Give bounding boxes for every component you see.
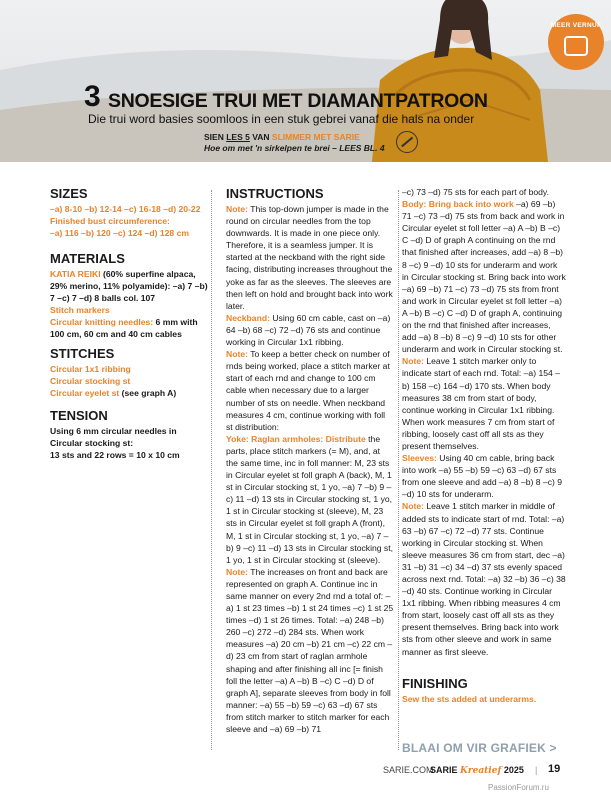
meer-vernuf-badge	[548, 14, 604, 70]
body-label: Body: Bring back into work	[402, 199, 514, 210]
sizes-list: –a) 8-10 –b) 12-14 –c) 16-18 –d) 20-22	[50, 204, 201, 214]
see-prefix: SIEN	[204, 132, 224, 142]
finishing-text: Sew the sts added at underarms.	[402, 694, 537, 704]
page-subtitle: Die trui word basies soomloos in een stuk gebrei vanaf die hals na onder	[88, 112, 475, 126]
instructions-section	[226, 186, 394, 735]
stitch-item: Circular 1x1 ribbing	[50, 364, 131, 374]
lesson-subtitle: Hoe om met 'n sirkelpen te brei – LEES BL. 4	[204, 143, 385, 153]
lesson-link[interactable]: LES 5	[226, 132, 250, 142]
instructions-paragraph: Using 60 cm cable, cast on –a) 64 –b) 68 –c) 72 –d) 76 sts and continue working in Circular 1x1 ribbing.	[226, 312, 391, 348]
book-title: SLIMMER MET SARIE	[271, 132, 360, 142]
badge-label: MEER VERNUF	[550, 22, 602, 29]
tension-line: Using 6 mm circular needles in Circular stocking st:	[50, 426, 177, 449]
footer-site: SARIE.COM	[383, 765, 434, 775]
markers: Stitch markers	[50, 305, 110, 316]
instructions-heading: INSTRUCTIONS	[226, 186, 324, 201]
footer-magazine	[430, 765, 524, 776]
lesson-reference	[204, 132, 360, 142]
sizes-heading: SIZES	[50, 186, 88, 201]
yoke-label: Yoke: Raglan armholes: Distribute	[226, 433, 366, 444]
sizes-section	[50, 186, 210, 239]
stitches-section	[50, 346, 210, 399]
materials-heading: MATERIALS	[50, 251, 125, 266]
see-van: VAN	[252, 132, 270, 142]
finishing-heading: FINISHING	[402, 676, 468, 691]
materials-section	[50, 251, 210, 341]
note-label: Note:	[402, 356, 424, 367]
finishing-section	[402, 676, 566, 705]
neckband-label: Neckband:	[226, 312, 270, 323]
column-divider	[398, 190, 399, 750]
instructions-paragraph: –c) 73 –d) 75 sts for each part of body.	[402, 187, 549, 197]
stitch-item: Circular eyelet st	[50, 388, 120, 399]
note-label: Note:	[226, 349, 248, 360]
note-label: Note:	[402, 501, 424, 512]
yarn-desc: (60% superfine alpaca, 29% merino, 11% polyamide): –a) 7 –b) 7 –c) 7 –d) 8 balls col. 107	[50, 269, 208, 304]
stitch-item: Circular stocking st	[50, 376, 131, 387]
knitting-needle-icon	[396, 131, 418, 153]
watermark: PassionForum.ru	[488, 783, 549, 792]
yarn-name: KATIA REIKI	[50, 269, 101, 279]
tension-section	[50, 408, 210, 461]
instructions-paragraph: The increases on front and back are represented on graph A. Continue inc in same manner on every 2nd rnd a total of: –a) 1 st 23 times –b) 1 st 24 times –c) 1 st 25 times –d) 1 st 26 times. Total: –a) 248 –b) 260 –c) 272 –d) 284 sts. When work measures –a) 20 cm –b) 21 cm –c) 22 cm –d) 23 cm from start of raglan armhole shaping and after finishing all inc [= finish foll the letter –a) A –b) B –c) C –d) D of graph A], separate sleeves from body in foll manner: –a) 55 –b) 59 –c) 63 –d) 67 sts from stitch marker to stitch marker for each sleeve and –a) 69 –b) 71	[226, 566, 394, 735]
instructions-paragraph: To keep a better check on number of rnds being worked, place a stitch marker at start of each rnd and change to 100 cm cable when necessary due to a larger number of sts on needle. When neckband measures 4 cm, continue working with foll st distribution:	[226, 349, 390, 432]
pattern-number: 3	[84, 80, 101, 113]
instructions-paragraph: –a) 69 –b) 71 –c) 73 –d) 75 sts from back and work in Circular eyelet st foll letter –a) A –b) B –c) C –d) D of graph A continuing on the rnd that finished after increases, add –a) 8 –b) 8 –c) 9 –d) 10 sts for underarm and work in Circular stocking st. Bring back into work –a) 69 –b) 71 –c) 73 –d) 75 sts from front and work in Circular eyelet st foll letter –a) A –b) B –c) C –d) D of graph A, continuing on the rnd that finished after increases, add –a) 8 –b) 8 –c) 9 –d) 10 sts for other underarm and work in Circular stocking st.	[402, 199, 566, 355]
next-page-link[interactable]: BLAAI OM VIR GRAFIEK >	[402, 741, 557, 755]
instructions-paragraph: Using 40 cm cable, bring back into work –a) 55 –b) 59 –c) 63 –d) 67 sts from one sleeve and add –a) 8 –b) 8 –c) 9 –d) 10 sts for underarm.	[402, 453, 563, 500]
magazine-year: 2025	[503, 765, 524, 775]
instructions-paragraph: This top-down jumper is made in the round on circular needles from the top downwards. It is made in one piece only. Therefore, it is a seamless jumper. It is started at the neckband with the right side facing, distributing increases throughout the yoke as far as the sleeves. The sleeves are then left on hold and brought back into work later.	[226, 204, 393, 311]
instructions-paragraph: Leave 1 stitch marker only to indicate start of each rnd. Total: –a) 154 –b) 158 –c) 164 –d) 170 sts. When body measures 38 cm from start of body, continue working in Circular 1x1 ribbing. When work measures 7 cm from start of ribbing, loosely cast off all sts as they present themselves.	[402, 356, 560, 451]
instructions-paragraph: the parts, place stitch markers (= M), and, at the same time, inc in foll manner: M, 23 sts in Circular eyelet st foll graph A (back), M, 1 st in Circular stocking st, 1 yo, –a) 7 –b) 9 –c) 11 –d) 13 sts in Circular stocking st, 1 yo, 1 st in Circular stocking st (sleeve), M, 23 sts in Circular eyelet st foll graph A (front), M, 1 st in Circular stocking st, 1 yo, –a) 7 –b) 9 –c) 11 –d) 13 sts in Circular stocking st, 1 yo, 1 st in Circular stocking st (sleeve).	[226, 433, 394, 565]
footer-separator: |	[535, 765, 538, 775]
page-title: SNOESIGE TRUI MET DIAMANTPATROON	[108, 90, 488, 112]
stitch-item-note: (see graph A)	[121, 388, 177, 399]
sleeves-label: Sleeves:	[402, 453, 437, 464]
note-label: Note:	[226, 204, 248, 214]
needles-desc: 6 mm with 100 cm, 60 cm and 40 cm cables	[50, 317, 198, 340]
column-divider	[211, 190, 212, 750]
tension-heading: TENSION	[50, 408, 108, 423]
tension-gauge: 13 sts and 22 rows = 10 x 10 cm	[50, 450, 180, 461]
needles-label: Circular knitting needles:	[50, 317, 154, 328]
note-label: Note:	[226, 566, 248, 577]
instructions-continued	[402, 186, 566, 658]
bust-label: Finished bust circumference:	[50, 216, 170, 227]
bust-values: –a) 116 –b) 120 –c) 124 –d) 128 cm	[50, 228, 190, 239]
instructions-paragraph: Leave 1 stitch marker in middle of added sts to indicate start of rnd. Total: –a) 63 –b) 67 –c) 72 –d) 77 sts. Continue working in Circular stocking st. When sleeve measures 36 cm from start, dec –a) 31 –b) 31 –c) 34 –d) 37 sts evenly spaced across next rnd. Total: –a) 32 –b) 36 –c) 38 –d) 40 sts. Continue working in Circular 1x1 ribbing. When ribbing measures 4 cm from start, loosely cast off all sts as they present themselves. Bring back into work sts from other sleeve and work in same manner as first sleeve.	[402, 501, 566, 657]
magazine-name: SARIE	[430, 765, 458, 775]
stitches-heading: STITCHES	[50, 346, 115, 361]
page-number: 19	[548, 763, 561, 775]
magazine-edition: Kreatief	[460, 766, 502, 776]
yarn-icon	[564, 36, 588, 56]
